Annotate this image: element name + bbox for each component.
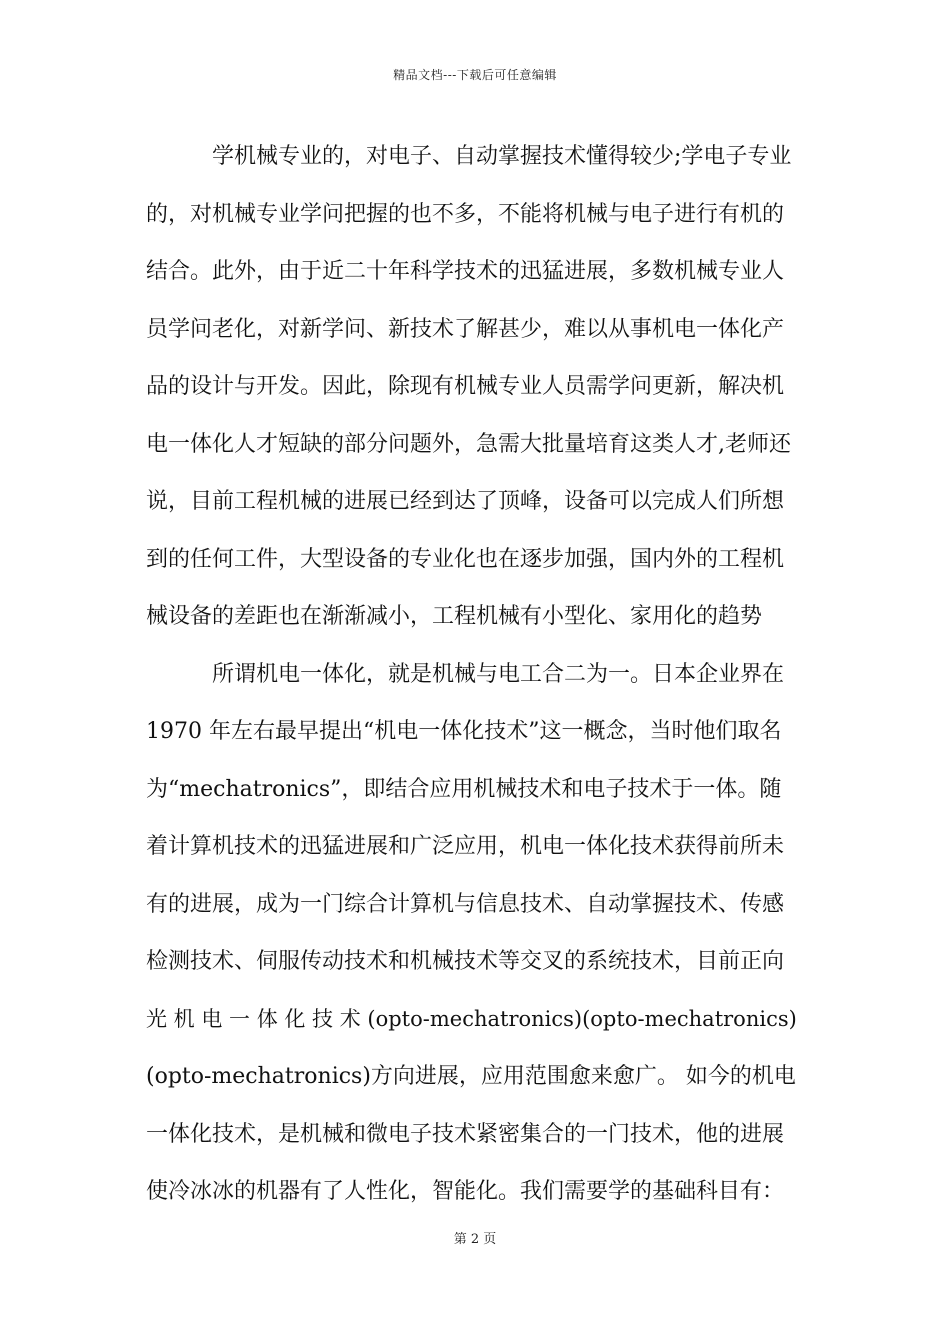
text-line: 说，目前工程机械的进展已经到达了顶峰，设备可以完成人们所想 xyxy=(146,489,785,514)
text-line: 所谓机电一体化，就是机械与电工合二为一。日本企业界在 xyxy=(212,661,785,687)
text-line: 结合。此外，由于近二十年科学技术的迅猛进展，多数机械专业人 xyxy=(146,259,785,284)
text-line: (opto-mechatronics)方向进展，应用范围愈来愈广。 如今的机电 xyxy=(146,1064,796,1089)
text-line: 1970 年左右最早提出“机电一体化技术”这一概念，当时他们取名 xyxy=(146,719,782,744)
text-line: 一体化技术，是机械和微电子技术紧密集合的一门技术，他的进展 xyxy=(146,1121,785,1147)
text-line: 为“mechatronics”，即结合应用机械技术和电子技术于一体。随 xyxy=(146,776,782,802)
text-line: 械设备的差距也在渐渐减小，工程机械有小型化、家用化的趋势 xyxy=(146,604,763,629)
paragraph-2 xyxy=(146,646,806,1221)
text-line: 使冷冰冰的机器有了人性化，智能化。我们需要学的基础科目有： xyxy=(146,1179,785,1204)
page-number: 第 2 页 xyxy=(453,1232,497,1247)
text-line: 员学问老化，对新学问、新技术了解甚少，难以从事机电一体化产 xyxy=(146,316,785,342)
document-body xyxy=(146,128,806,1221)
text-line: 检测技术、伺服传动技术和机械技术等交叉的系统技术，目前正向 xyxy=(146,949,785,974)
text-line: 学机械专业的，对电子、自动掌握技术懂得较少;学电子专业 xyxy=(212,144,792,169)
text-line: 的，对机械专业学问把握的也不多，不能将机械与电子进行有机的 xyxy=(146,201,785,227)
text-line: 到的任何工件，大型设备的专业化也在逐步加强，国内外的工程机 xyxy=(146,546,785,572)
text-line: 电一体化人才短缺的部分问题外，急需大批量培育这类人才,老师还 xyxy=(146,431,791,457)
text-line: 光 机 电 一 体 化 技 术 (opto-mechatronics)(opto-mechatronics) xyxy=(146,1006,797,1031)
text-line: 着计算机技术的迅猛进展和广泛应用，机电一体化技术获得前所未 xyxy=(146,834,785,859)
paragraph-1 xyxy=(146,128,806,646)
page-header: 精品文档---下载后可任意编辑 xyxy=(393,68,557,82)
text-line: 有的进展，成为一门综合计算机与信息技术、自动掌握技术、传感 xyxy=(146,891,785,917)
text-line: 品的设计与开发。因此，除现有机械专业人员需学问更新，解决机 xyxy=(146,374,785,399)
